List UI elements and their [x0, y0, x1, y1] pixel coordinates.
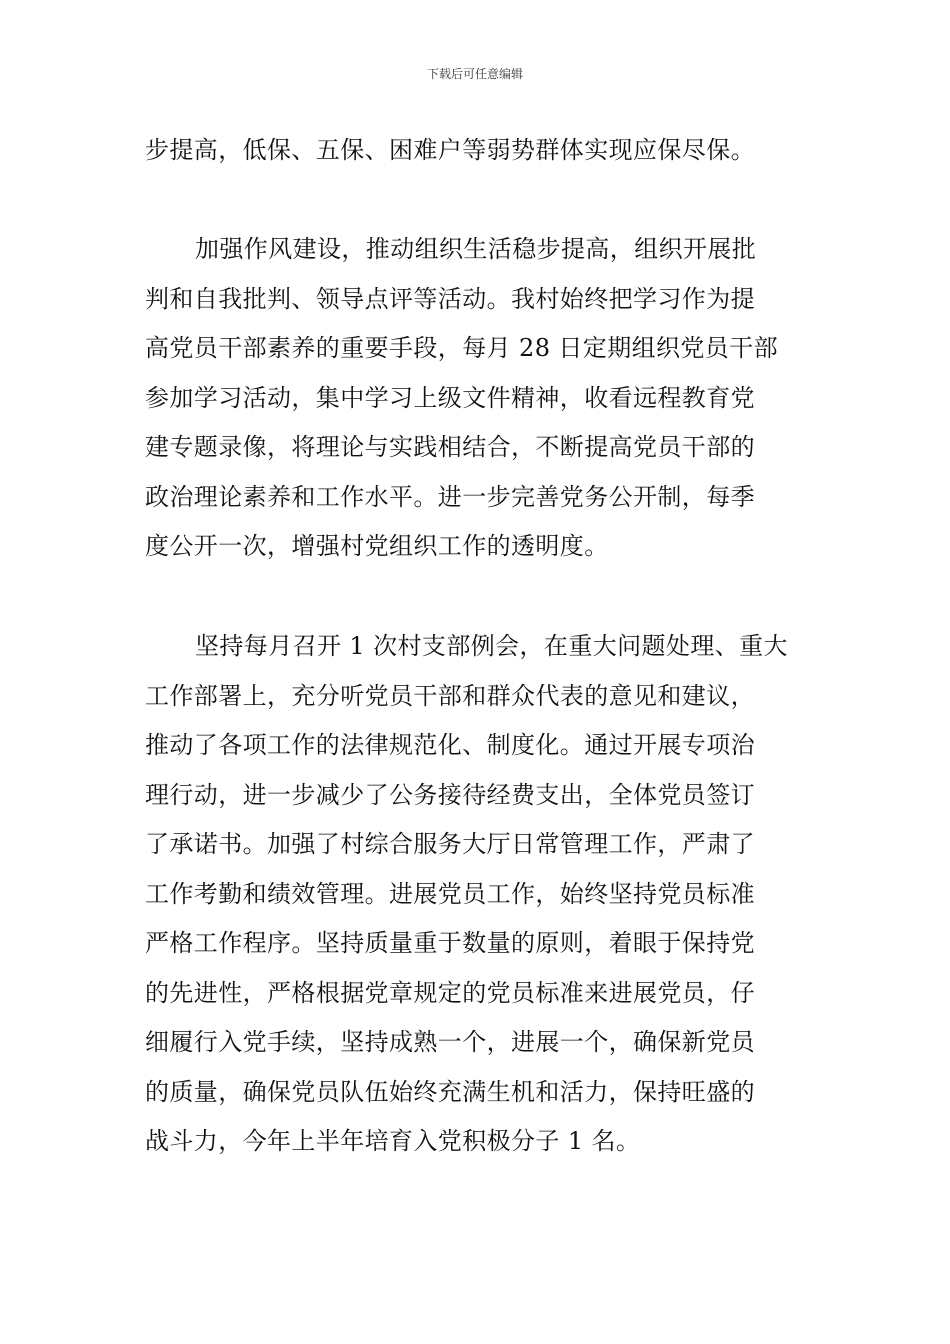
paragraph-line: 参加学习活动，集中学习上级文件精神，收看远程教育党 — [145, 383, 755, 412]
paragraph-line: 了承诺书。加强了村综合服务大厅日常管理工作，严肃了 — [145, 830, 755, 858]
paragraph-line: 建专题录像，将理论与实践相结合，不断提高党员干部的 — [145, 433, 755, 461]
paragraph-line: 工作部署上，充分听党员干部和群众代表的意见和建议， — [145, 681, 755, 710]
paragraph-line: 步提高，低保、五保、困难户等弱势群体实现应保尽保。 — [145, 136, 755, 164]
paragraph-line: 战斗力，今年上半年培育入党积极分子 1 名。 — [145, 1127, 641, 1155]
paragraph-line: 理行动，进一步减少了公务接待经费支出，全体党员签订 — [145, 780, 755, 809]
paragraph-line: 严格工作程序。坚持质量重于数量的原则，着眼于保持党 — [145, 929, 755, 957]
paragraph-line: 加强作风建设，推动组织生活稳步提高，组织开展批 — [195, 235, 757, 263]
header-note: 下载后可任意编辑 — [426, 67, 523, 81]
paragraph-line: 度公开一次，增强村党组织工作的透明度。 — [145, 532, 609, 560]
paragraph-2 — [145, 225, 807, 572]
paragraph-line: 政治理论素养和工作水平。进一步完善党务公开制，每季 — [145, 482, 755, 511]
paragraph-3 — [145, 622, 807, 1167]
paragraph-line: 工作考勤和绩效管理。进展党员工作，始终坚持党员标准 — [145, 879, 755, 908]
paragraph-line: 的质量，确保党员队伍始终充满生机和活力，保持旺盛的 — [145, 1077, 755, 1106]
paragraph-line: 的先进性，严格根据党章规定的党员标准来进展党员，仔 — [145, 978, 755, 1007]
paragraph-line: 高党员干部素养的重要手段，每月 28 日定期组织党员干部 — [145, 334, 778, 362]
paragraph-line: 判和自我批判、领导点评等活动。我村始终把学习作为提 — [145, 284, 755, 313]
paragraph-1 — [145, 126, 807, 176]
paragraph-line: 细履行入党手续，坚持成熟一个，进展一个，确保新党员 — [145, 1028, 755, 1056]
paragraph-line: 坚持每月召开 1 次村支部例会，在重大问题处理、重大 — [195, 632, 788, 660]
paragraph-line: 推动了各项工作的法律规范化、制度化。通过开展专项治 — [145, 731, 755, 759]
